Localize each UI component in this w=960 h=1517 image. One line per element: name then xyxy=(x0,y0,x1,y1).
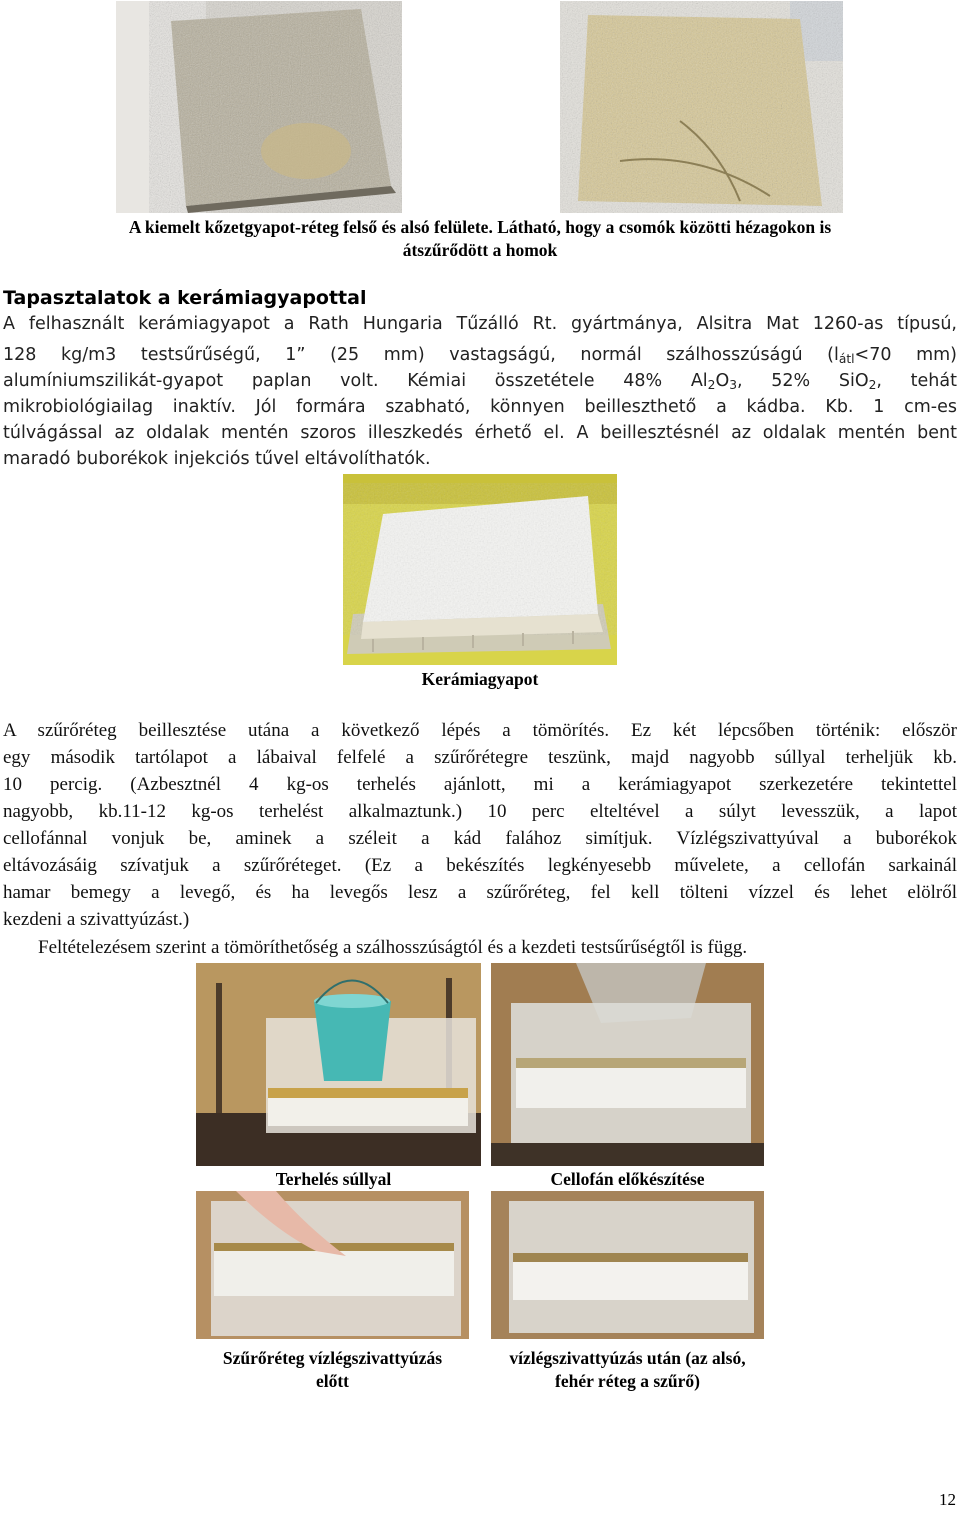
photo-rockwool-bottom-surface xyxy=(560,1,843,213)
para1-line1: A felhasznált kerámiagyapot a Rath Hungaria Tűzálló Rt. gyártmánya, Alsitra Mat 1260-as típusú, xyxy=(3,314,957,334)
para2-line2: egy második tartólapot a lábaival felfelé a szűrőrétegre teszünk, majd nagyobb súllyal terheljük kb. xyxy=(3,747,957,768)
para2-line1: A szűrőréteg beillesztése utána a következő lépés a tömörítés. Ez két lépcsőben történik: először xyxy=(3,720,957,741)
photo-after-vacuum xyxy=(491,1191,764,1339)
page-number: 12 xyxy=(939,1490,956,1509)
after-vacuum-caption: vízlégszivattyúzás után (az alsó, fehér réteg a szűrő) xyxy=(509,1348,746,1391)
paragraph-hypothesis: Feltételezésem szerint a tömöríthetőség a szálhosszúságtól és a kezdeti testsűrűségtől is függ. xyxy=(38,937,748,958)
cellophane-caption: Cellofán előkészítése xyxy=(550,1169,705,1189)
photo-ceramic-wool xyxy=(343,474,617,665)
para2-line4: nagyobb, kb.11-12 kg-os terhelést alkalmaztunk.) 10 perc elteltével a súlyt levesszük, a lapot xyxy=(3,801,957,822)
para2-line3: 10 percig. (Azbesztnél 4 kg-os terhelés ajánlott, mi a kerámiagyapot szerkezetére tekintettel xyxy=(3,774,957,795)
para2-line8: kezdeni a szivattyúzást.) xyxy=(3,909,190,930)
photo-cellophane-preparation xyxy=(491,963,764,1166)
para2-line5: cellofánnal vonjuk be, aminek a széleit a kád falához simítjuk. Vízlégszivattyúval a buborékok xyxy=(3,828,957,849)
photo-rockwool-top-surface xyxy=(116,1,402,213)
loading-caption: Terhelés súllyal xyxy=(275,1169,392,1189)
photo-before-vacuum xyxy=(196,1191,469,1339)
para1-line5: túlvágással az oldalak mentén szoros illeszkedés érhető el. A beillesztésnél az oldalak mentén bent xyxy=(3,423,957,443)
para2-line7: hamar bemegy a levegő, és ha levegős lesz a szűrőréteg, fel kell tölteni vízzel és lehet elölről xyxy=(3,882,957,903)
para1-line2: 128 kg/m3 testsűrűségű, 1” (25 mm) vastagságú, normál szálhosszúságú ($l_{átl}<70$ mm) xyxy=(3,345,957,366)
para1-line6: maradó buborékok injekciós tűvel eltávolíthatók. xyxy=(3,449,431,469)
para2-line6: eltávozásáig szívatjuk a szűrőréteget. (Ez a bekészítés legkényesebb művelete, a cellofán sarkainál xyxy=(3,855,957,876)
para1-line3: alumíniumszilikát-gyapot paplan volt. Kémiai összetétele 48% $Al_2O_3$, 52% SiO$_2$, tehát xyxy=(3,371,957,392)
top-figure-caption: A kiemelt kőzetgyapot-réteg felső és alsó felülete. Látható, hogy a csomók közötti hézagokon is átszűrődött a homok xyxy=(128,217,832,260)
photo-loading-with-weight xyxy=(196,963,481,1166)
section-heading: Tapasztalatok a kerámiagyapottal xyxy=(3,287,367,309)
before-vacuum-caption: Szűrőréteg vízlégszivattyúzás előtt xyxy=(222,1348,443,1391)
ceramic-wool-caption: Kerámiagyapot xyxy=(421,669,539,689)
para1-line4: mikrobiológiailag inaktív. Jól formára szabható, könnyen beilleszthető a kádba. Kb. 1 cm-es xyxy=(3,397,957,417)
